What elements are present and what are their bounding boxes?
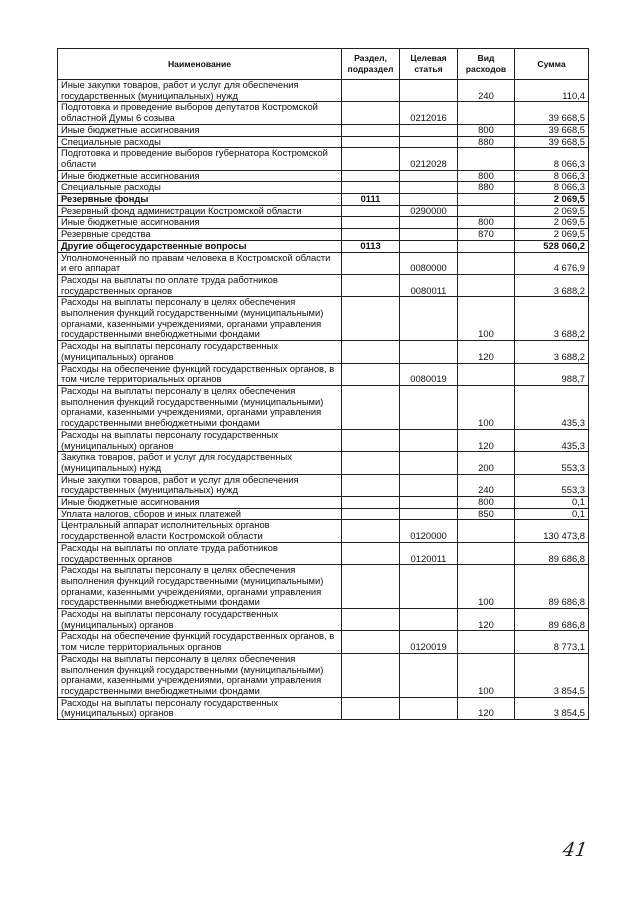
- cell-amount: 89 686,8: [515, 565, 589, 609]
- cell-name: Расходы на выплаты персоналу в целях обеспечения выполнения функций государственными (муниципальными) органами, казенными учреждениями, органами управления государственными внебюджетными фондами: [58, 385, 342, 429]
- cell-type: 200: [458, 452, 515, 474]
- table-row: [58, 429, 589, 451]
- cell-type: [458, 194, 515, 206]
- cell-type: [458, 240, 515, 252]
- cell-type: [458, 102, 515, 124]
- cell-amount: 39 668,5: [515, 136, 589, 148]
- cell-section: [342, 182, 400, 194]
- cell-type: [458, 631, 515, 653]
- cell-section: [342, 102, 400, 124]
- cell-amount: 528 060,2: [515, 240, 589, 252]
- header-amount: Сумма: [515, 49, 589, 80]
- cell-type: 880: [458, 182, 515, 194]
- cell-section: [342, 274, 400, 296]
- cell-target: [400, 385, 458, 429]
- table-row: [58, 229, 589, 241]
- cell-name: Иные бюджетные ассигнования: [58, 124, 342, 136]
- cell-amount: 8 066,3: [515, 182, 589, 194]
- cell-name: Иные закупки товаров, работ и услуг для обеспечения государственных (муниципальных) нужд: [58, 80, 342, 102]
- cell-type: [458, 252, 515, 274]
- cell-section: [342, 136, 400, 148]
- header-section: Раздел, подраздел: [342, 49, 400, 80]
- header-type: Вид расходов: [458, 49, 515, 80]
- cell-target: [400, 229, 458, 241]
- cell-section: [342, 429, 400, 451]
- cell-name: Расходы на выплаты персоналу в целях обеспечения выполнения функций государственными (муниципальными) органами, казенными учреждениями, органами управления государственными внебюджетными фондами: [58, 565, 342, 609]
- cell-name: Центральный аппарат исполнительных органов государственной власти Костромской области: [58, 520, 342, 542]
- cell-target: [400, 609, 458, 631]
- cell-target: [400, 194, 458, 206]
- cell-target: 0080019: [400, 363, 458, 385]
- cell-target: [400, 429, 458, 451]
- cell-type: 870: [458, 229, 515, 241]
- table-row: [58, 631, 589, 653]
- cell-target: [400, 452, 458, 474]
- cell-target: [400, 217, 458, 229]
- cell-amount: 3 688,2: [515, 297, 589, 341]
- cell-section: [342, 609, 400, 631]
- cell-target: 0290000: [400, 205, 458, 217]
- cell-target: [400, 124, 458, 136]
- cell-amount: 435,3: [515, 385, 589, 429]
- cell-target: [400, 508, 458, 520]
- table-row: [58, 565, 589, 609]
- cell-name: Уплата налогов, сборов и иных платежей: [58, 508, 342, 520]
- cell-target: [400, 136, 458, 148]
- table-row: [58, 170, 589, 182]
- cell-name: Другие общегосударственные вопросы: [58, 240, 342, 252]
- cell-type: 240: [458, 474, 515, 496]
- table-row: [58, 297, 589, 341]
- cell-name: Закупка товаров, работ и услуг для государственных (муниципальных) нужд: [58, 452, 342, 474]
- cell-section: 0113: [342, 240, 400, 252]
- cell-name: Расходы на выплаты по оплате труда работников государственных органов: [58, 274, 342, 296]
- cell-name: Расходы на обеспечение функций государственных органов, в том числе территориальных органов: [58, 363, 342, 385]
- cell-type: 100: [458, 385, 515, 429]
- table-row: [58, 520, 589, 542]
- table-row: [58, 385, 589, 429]
- cell-section: [342, 697, 400, 719]
- table-row: [58, 274, 589, 296]
- cell-name: Расходы на выплаты персоналу государственных (муниципальных) органов: [58, 429, 342, 451]
- cell-type: 100: [458, 297, 515, 341]
- cell-section: [342, 497, 400, 509]
- cell-target: 0080000: [400, 252, 458, 274]
- cell-name: Подготовка и проведение выборов депутатов Костромской областной Думы 6 созыва: [58, 102, 342, 124]
- cell-amount: 8 066,3: [515, 170, 589, 182]
- cell-amount: 2 069,5: [515, 205, 589, 217]
- cell-name: Расходы на выплаты персоналу государственных (муниципальных) органов: [58, 609, 342, 631]
- header-target: Целевая статья: [400, 49, 458, 80]
- cell-name: Подготовка и проведение выборов губернатора Костромской области: [58, 148, 342, 170]
- table-row: [58, 252, 589, 274]
- cell-target: 0212016: [400, 102, 458, 124]
- table-row: [58, 136, 589, 148]
- cell-target: [400, 182, 458, 194]
- cell-type: [458, 542, 515, 564]
- cell-target: 0120000: [400, 520, 458, 542]
- cell-name: Иные бюджетные ассигнования: [58, 217, 342, 229]
- cell-name: Резервный фонд администрации Костромской области: [58, 205, 342, 217]
- cell-section: [342, 217, 400, 229]
- cell-amount: 988,7: [515, 363, 589, 385]
- cell-section: [342, 80, 400, 102]
- cell-amount: 435,3: [515, 429, 589, 451]
- table-row: [58, 697, 589, 719]
- cell-amount: 39 668,5: [515, 124, 589, 136]
- cell-target: [400, 697, 458, 719]
- table-row: [58, 240, 589, 252]
- table-row: [58, 542, 589, 564]
- cell-target: [400, 240, 458, 252]
- cell-section: [342, 452, 400, 474]
- table-row: [58, 474, 589, 496]
- cell-section: [342, 341, 400, 363]
- table-row: [58, 341, 589, 363]
- table-row: [58, 194, 589, 206]
- table-row: [58, 217, 589, 229]
- cell-name: Резервные средства: [58, 229, 342, 241]
- cell-target: 0212028: [400, 148, 458, 170]
- cell-section: [342, 148, 400, 170]
- cell-section: [342, 363, 400, 385]
- cell-type: 800: [458, 217, 515, 229]
- cell-name: Иные бюджетные ассигнования: [58, 170, 342, 182]
- cell-section: [342, 205, 400, 217]
- cell-section: [342, 565, 400, 609]
- budget-table: [57, 48, 589, 720]
- cell-section: 0111: [342, 194, 400, 206]
- cell-target: 0080011: [400, 274, 458, 296]
- cell-section: [342, 170, 400, 182]
- cell-type: 880: [458, 136, 515, 148]
- cell-amount: 3 854,5: [515, 697, 589, 719]
- cell-amount: 8 773,1: [515, 631, 589, 653]
- cell-amount: 4 676,9: [515, 252, 589, 274]
- cell-name: Резервные фонды: [58, 194, 342, 206]
- cell-section: [342, 252, 400, 274]
- cell-section: [342, 542, 400, 564]
- table-row: [58, 102, 589, 124]
- cell-section: [342, 631, 400, 653]
- cell-target: [400, 341, 458, 363]
- cell-type: 240: [458, 80, 515, 102]
- cell-type: [458, 205, 515, 217]
- cell-section: [342, 124, 400, 136]
- cell-target: [400, 297, 458, 341]
- cell-target: [400, 80, 458, 102]
- cell-name: Расходы на выплаты персоналу государственных (муниципальных) органов: [58, 697, 342, 719]
- table-row: [58, 205, 589, 217]
- table-row: [58, 508, 589, 520]
- cell-type: [458, 148, 515, 170]
- cell-name: Специальные расходы: [58, 182, 342, 194]
- cell-section: [342, 385, 400, 429]
- cell-type: 100: [458, 653, 515, 697]
- cell-name: Расходы на выплаты персоналу государственных (муниципальных) органов: [58, 341, 342, 363]
- cell-target: [400, 497, 458, 509]
- cell-type: 120: [458, 429, 515, 451]
- cell-amount: 553,3: [515, 474, 589, 496]
- cell-amount: 0,1: [515, 508, 589, 520]
- cell-section: [342, 520, 400, 542]
- cell-type: 800: [458, 170, 515, 182]
- table-row: [58, 653, 589, 697]
- cell-amount: 89 686,8: [515, 609, 589, 631]
- cell-name: Специальные расходы: [58, 136, 342, 148]
- table-row: [58, 452, 589, 474]
- cell-name: Расходы на выплаты персоналу в целях обеспечения выполнения функций государственными (муниципальными) органами, казенными учреждениями, органами управления государственными внебюджетными фондами: [58, 297, 342, 341]
- cell-amount: 39 668,5: [515, 102, 589, 124]
- cell-type: 100: [458, 565, 515, 609]
- cell-target: [400, 565, 458, 609]
- cell-name: Уполномоченный по правам человека в Костромской области и его аппарат: [58, 252, 342, 274]
- cell-amount: 2 069,5: [515, 217, 589, 229]
- cell-amount: 89 686,8: [515, 542, 589, 564]
- cell-target: 0120011: [400, 542, 458, 564]
- page-number: 41: [561, 839, 589, 861]
- cell-name: Расходы на выплаты по оплате труда работников государственных органов: [58, 542, 342, 564]
- cell-name: Иные бюджетные ассигнования: [58, 497, 342, 509]
- cell-name: Расходы на выплаты персоналу в целях обеспечения выполнения функций государственными (муниципальными) органами, казенными учреждениями, органами управления государственными внебюджетными фондами: [58, 653, 342, 697]
- cell-amount: 3 854,5: [515, 653, 589, 697]
- header-name: Наименование: [58, 49, 342, 80]
- cell-section: [342, 297, 400, 341]
- cell-amount: 110,4: [515, 80, 589, 102]
- cell-amount: 553,3: [515, 452, 589, 474]
- cell-type: [458, 520, 515, 542]
- cell-type: 120: [458, 697, 515, 719]
- cell-type: 120: [458, 341, 515, 363]
- cell-target: [400, 474, 458, 496]
- cell-type: [458, 363, 515, 385]
- cell-section: [342, 229, 400, 241]
- cell-amount: 3 688,2: [515, 274, 589, 296]
- cell-section: [342, 653, 400, 697]
- cell-amount: 2 069,5: [515, 229, 589, 241]
- cell-amount: 0,1: [515, 497, 589, 509]
- cell-name: Иные закупки товаров, работ и услуг для обеспечения государственных (муниципальных) нужд: [58, 474, 342, 496]
- cell-amount: 130 473,8: [515, 520, 589, 542]
- cell-section: [342, 474, 400, 496]
- cell-target: 0120019: [400, 631, 458, 653]
- cell-amount: 8 066,3: [515, 148, 589, 170]
- cell-target: [400, 653, 458, 697]
- table-row: [58, 80, 589, 102]
- table-row: [58, 497, 589, 509]
- cell-type: 800: [458, 124, 515, 136]
- table-row: [58, 609, 589, 631]
- cell-target: [400, 170, 458, 182]
- table-row: [58, 182, 589, 194]
- cell-type: 120: [458, 609, 515, 631]
- cell-type: [458, 274, 515, 296]
- table-body: [58, 80, 589, 720]
- table-row: [58, 363, 589, 385]
- table-header-row: [58, 49, 589, 80]
- cell-type: 800: [458, 497, 515, 509]
- cell-amount: 3 688,2: [515, 341, 589, 363]
- cell-name: Расходы на обеспечение функций государственных органов, в том числе территориальных органов: [58, 631, 342, 653]
- table-row: [58, 124, 589, 136]
- cell-section: [342, 508, 400, 520]
- table-row: [58, 148, 589, 170]
- cell-type: 850: [458, 508, 515, 520]
- cell-amount: 2 069,5: [515, 194, 589, 206]
